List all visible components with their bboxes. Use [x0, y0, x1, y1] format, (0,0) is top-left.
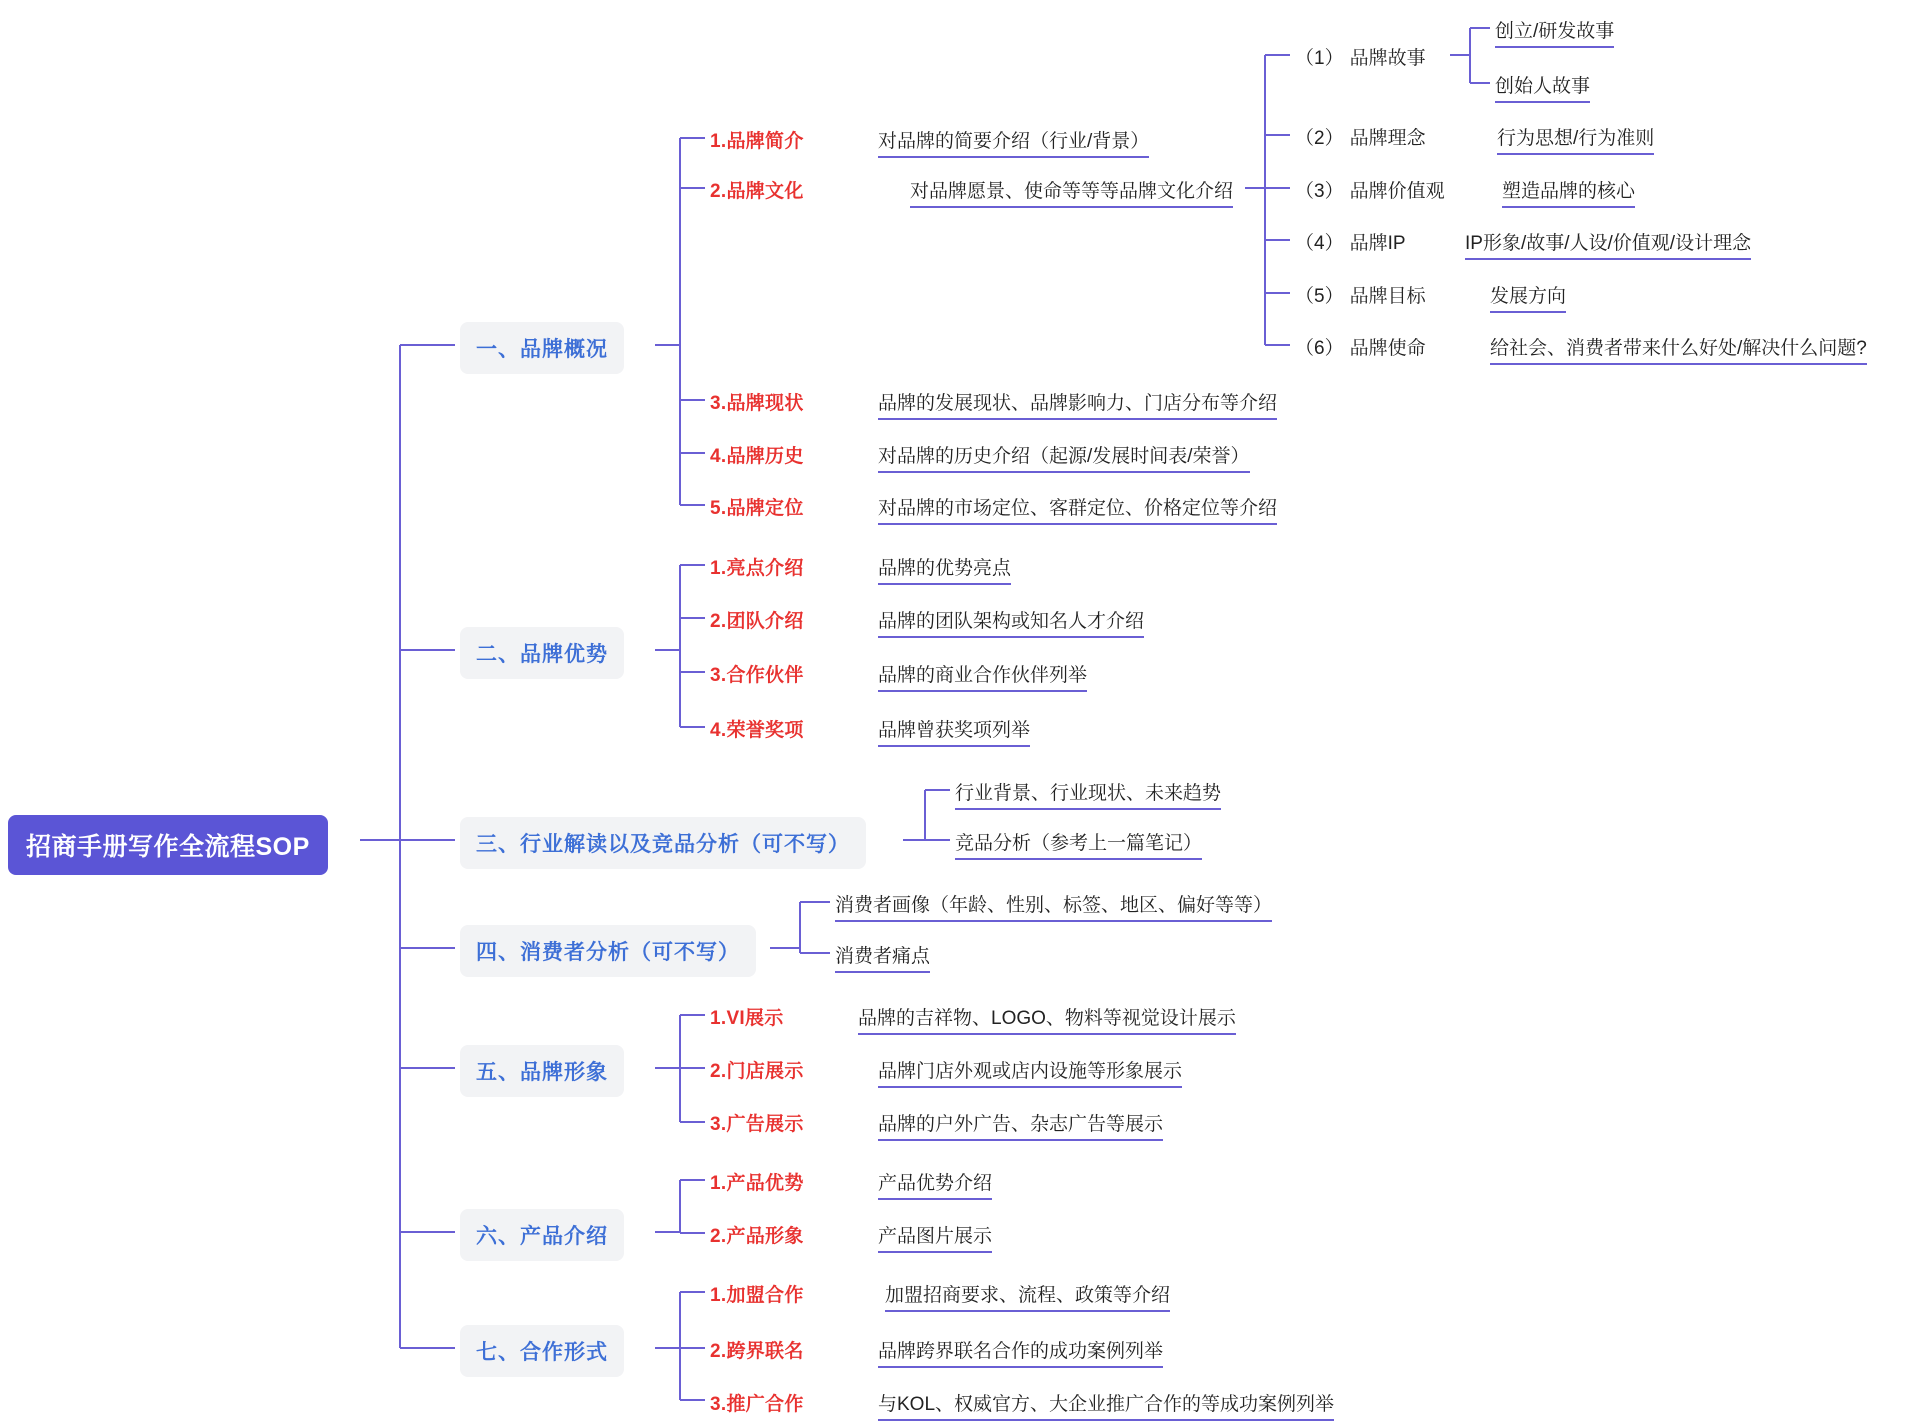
culture-item-5-desc: 发展方向	[1490, 281, 1566, 313]
ch7-item-3-desc: 与KOL、权威官方、大企业推广合作的等成功案例列举	[878, 1389, 1334, 1421]
chapter-node-1[interactable]: 一、品牌概况	[460, 322, 624, 374]
ch5-item-3-desc: 品牌的户外广告、杂志广告等展示	[878, 1109, 1163, 1141]
culture-item-1[interactable]	[1295, 43, 1426, 70]
chapter-node-3[interactable]: 三、行业解读以及竞品分析（可不写）	[460, 817, 866, 869]
culture-item-1-name: 品牌故事	[1349, 48, 1426, 69]
ch6-item-2-desc: 产品图片展示	[878, 1221, 992, 1253]
ch5-item-2-heading[interactable]: 2.门店展示	[710, 1061, 804, 1082]
culture-item-1-num: （1）	[1295, 48, 1344, 69]
ch1-item-1-desc: 对品牌的简要介绍（行业/背景）	[878, 126, 1149, 158]
ch5-item-1-desc: 品牌的吉祥物、LOGO、物料等视觉设计展示	[858, 1003, 1236, 1035]
chapter-node-4[interactable]: 四、消费者分析（可不写）	[460, 925, 756, 977]
ch1-item-1-heading[interactable]: 1.品牌简介	[710, 131, 804, 152]
ch7-item-3-heading[interactable]: 3.推广合作	[710, 1394, 804, 1415]
ch4-item-1-desc[interactable]: 消费者画像（年龄、性别、标签、地区、偏好等等）	[835, 890, 1272, 922]
ch1-item-5-heading[interactable]: 5.品牌定位	[710, 498, 804, 519]
ch1-item-3-desc: 品牌的发展现状、品牌影响力、门店分布等介绍	[878, 388, 1277, 420]
ch7-item-2-heading[interactable]: 2.跨界联名	[710, 1341, 804, 1362]
culture-item-4-num: （4）	[1295, 233, 1344, 254]
ch2-item-4-heading[interactable]: 4.荣誉奖项	[710, 720, 804, 741]
culture-item-4[interactable]	[1295, 228, 1406, 255]
culture-item-3-num: （3）	[1295, 181, 1344, 202]
ch2-item-2-heading[interactable]: 2.团队介绍	[710, 611, 804, 632]
culture-item-3-name: 品牌价值观	[1349, 181, 1445, 202]
ch7-item-2-desc: 品牌跨界联名合作的成功案例列举	[878, 1336, 1163, 1368]
chapter-node-6[interactable]: 六、产品介绍	[460, 1209, 624, 1261]
ch1-item-2-heading[interactable]: 2.品牌文化	[710, 181, 804, 202]
culture-item-6-name: 品牌使命	[1349, 338, 1426, 359]
ch2-item-3-desc: 品牌的商业合作伙伴列举	[878, 660, 1087, 692]
ch6-item-1-heading[interactable]: 1.产品优势	[710, 1173, 804, 1194]
ch1-item-2-desc: 对品牌愿景、使命等等等品牌文化介绍	[910, 176, 1233, 208]
culture-item-3-desc: 塑造品牌的核心	[1502, 176, 1635, 208]
ch2-item-3-heading[interactable]: 3.合作伙伴	[710, 665, 804, 686]
ch6-item-2-heading[interactable]: 2.产品形象	[710, 1226, 804, 1247]
ch1-item-3-heading[interactable]: 3.品牌现状	[710, 393, 804, 414]
chapter-node-2[interactable]: 二、品牌优势	[460, 627, 624, 679]
ch4-item-2-desc[interactable]: 消费者痛点	[835, 941, 930, 973]
ch5-item-1-heading[interactable]: 1.VI展示	[710, 1008, 784, 1029]
story-item-2[interactable]: 创始人故事	[1495, 71, 1590, 103]
culture-item-3[interactable]	[1295, 176, 1445, 203]
culture-item-6[interactable]	[1295, 333, 1426, 360]
ch3-item-2-desc[interactable]: 竞品分析（参考上一篇笔记）	[955, 828, 1202, 860]
culture-item-2-name: 品牌理念	[1349, 128, 1426, 149]
ch6-item-1-desc: 产品优势介绍	[878, 1168, 992, 1200]
ch7-item-1-desc: 加盟招商要求、流程、政策等介绍	[885, 1280, 1170, 1312]
ch2-item-1-heading[interactable]: 1.亮点介绍	[710, 558, 804, 579]
ch7-item-1-heading[interactable]: 1.加盟合作	[710, 1285, 804, 1306]
chapter-node-7[interactable]: 七、合作形式	[460, 1325, 624, 1377]
ch1-item-4-desc: 对品牌的历史介绍（起源/发展时间表/荣誉）	[878, 441, 1250, 473]
ch1-item-5-desc: 对品牌的市场定位、客群定位、价格定位等介绍	[878, 493, 1277, 525]
culture-item-2[interactable]	[1295, 123, 1426, 150]
culture-item-6-desc: 给社会、消费者带来什么好处/解决什么问题?	[1490, 333, 1867, 365]
culture-item-4-desc: IP形象/故事/人设/价值观/设计理念	[1465, 228, 1751, 260]
culture-item-6-num: （6）	[1295, 338, 1344, 359]
ch1-item-4-heading[interactable]: 4.品牌历史	[710, 446, 804, 467]
chapter-node-5[interactable]: 五、品牌形象	[460, 1045, 624, 1097]
ch5-item-3-heading[interactable]: 3.广告展示	[710, 1114, 804, 1135]
culture-item-5-name: 品牌目标	[1349, 286, 1426, 307]
culture-item-2-num: （2）	[1295, 128, 1344, 149]
ch3-item-1-desc[interactable]: 行业背景、行业现状、未来趋势	[955, 778, 1221, 810]
story-item-1[interactable]: 创立/研发故事	[1495, 16, 1614, 48]
ch5-item-2-desc: 品牌门店外观或店内设施等形象展示	[878, 1056, 1182, 1088]
root-node[interactable]: 招商手册写作全流程SOP	[8, 815, 328, 875]
culture-item-5-num: （5）	[1295, 286, 1344, 307]
culture-item-5[interactable]	[1295, 281, 1426, 308]
ch2-item-1-desc: 品牌的优势亮点	[878, 553, 1011, 585]
culture-item-2-desc: 行为思想/行为准则	[1497, 123, 1654, 155]
culture-item-4-name: 品牌IP	[1349, 233, 1406, 254]
ch2-item-4-desc: 品牌曾获奖项列举	[878, 715, 1030, 747]
ch2-item-2-desc: 品牌的团队架构或知名人才介绍	[878, 606, 1144, 638]
